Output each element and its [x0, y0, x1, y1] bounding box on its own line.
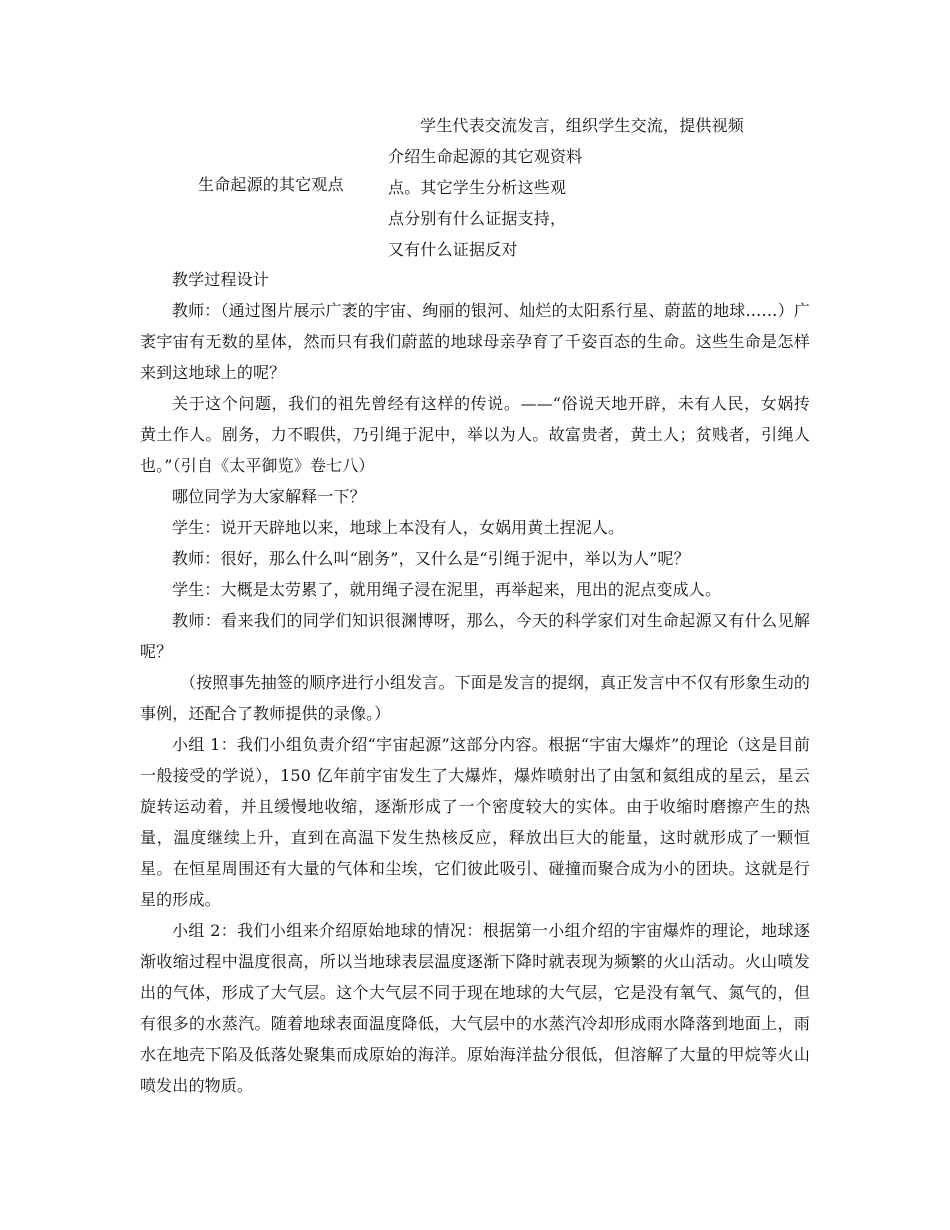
paragraph-group-1: 小组 1：我们小组负责介绍“宇宙起源”这部分内容。根据“宇宙大爆炸”的理论（这是目前一般接受的学说），150 亿年前宇宙发生了大爆炸，爆炸喷射出了由氢和氦组成的星云，星云旋转运动着，并且缓慢地收缩，逐渐形成了一个密度较大的实体。由于收缩时磨擦产生的热量，温度继续上升，直到在高温下发生热核反应，释放出巨大的能量，这时就形成了一颗恒星。在恒星周围还有大量的气体和尘埃，它们彼此吸引、碰撞而聚合成为小的团块。这就是行星的形成。 [140, 735, 810, 909]
topic-desc-line: 介绍生命起源的其它观资料 [388, 147, 583, 166]
paragraph-group-2: 小组 2：我们小组来介绍原始地球的情况：根据第一小组介绍的宇宙爆炸的理论，地球逐渐收缩过程中温度很高，所以当地球表层温度逐渐下降时就表现为频繁的火山活动。火山喷发出的气体，形成了大气层。这个大气层不同于现在地球的大气层，它是没有氧气、氮气的，但有很多的水蒸汽。随着地球表面温度降低，大气层中的水蒸汽冷却形成雨水降落到地面上，雨水在地壳下陷及低落处聚集而成原始的海洋。原始海洋盐分很低，但溶解了大量的甲烷等火山喷发出的物质。 [140, 921, 810, 1095]
paragraph-teacher-transition: 教师：看来我们的同学们知识很渊博呀，那么，今天的科学家们对生命起源又有什么见解呢？ [140, 611, 810, 661]
topic-label: 生命起源的其它观点 [198, 175, 344, 194]
paragraph-question: 哪位同学为大家解释一下？ [172, 487, 366, 506]
topic-desc-line: 点分别有什么证据支持， [388, 209, 567, 228]
paragraph-teacher-intro: 教师：（通过图片展示广袤的宇宙、绚丽的银河、灿烂的太阳系行星、蔚蓝的地球……）广袤宇宙有无数的星体，然而只有我们蔚蓝的地球母亲孕育了千姿百态的生命。这些生命是怎样来到这地球上的呢？ [140, 301, 811, 382]
topic-desc-line: 点。其它学生分析这些观 [388, 178, 567, 197]
topic-desc-line: 又有什么证据反对 [388, 240, 518, 259]
section-title: 教学过程设计 [172, 270, 269, 289]
topic-description [388, 110, 808, 265]
paragraph-teacher-question: 教师：很好，那么什么叫“剧务”，又什么是“引绳于泥中，举以为人”呢？ [172, 549, 690, 568]
main-content [140, 264, 810, 1101]
topic-desc-line: 学生代表交流发言，组织学生交流，提供视频 [420, 116, 745, 135]
paragraph-student-answer-2: 学生：大概是太劳累了，就用绳子浸在泥里，再举起来，甩出的泥点变成人。 [172, 580, 722, 599]
paragraph-note: （按照事先抽签的顺序进行小组发言。下面是发言的提纲，真正发言中不仅有形象生动的事例，还配合了教师提供的录像。） [140, 673, 810, 723]
paragraph-legend: 关于这个问题，我们的祖先曾经有这样的传说。——“俗说天地开辟，未有人民，女娲抟黄土作人。剧务，力不暇供，乃引绳于泥中，举以为人。故富贵者，黄土人；贫贱者，引绳人也。”（引自《太平御览》卷七八） [140, 394, 810, 475]
paragraph-student-answer-1: 学生：说开天辟地以来，地球上本没有人，女娲用黄土捏泥人。 [172, 518, 625, 537]
